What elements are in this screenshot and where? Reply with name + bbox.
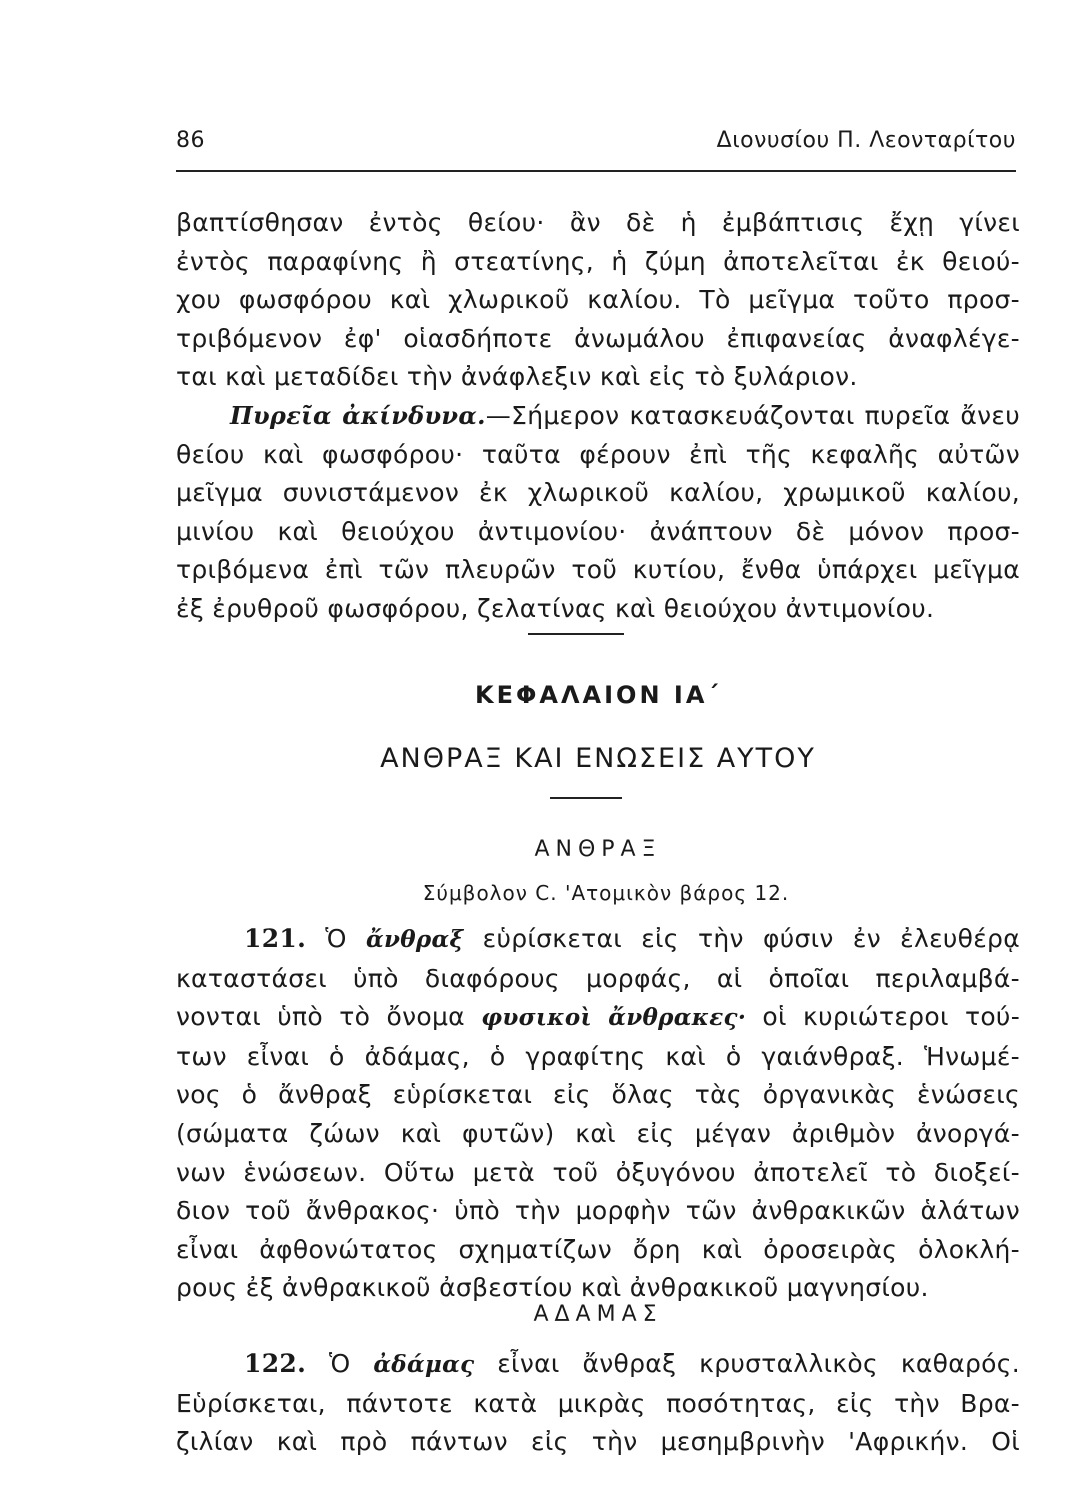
header-rule	[176, 170, 1016, 172]
text-run: οἱ κυριώτεροι τού-	[746, 1002, 1021, 1032]
text-line: εἶναι ἀφθονώτατος σχηματίζων ὄρη καὶ ὀροσειρὰς ὁλοκλή-	[176, 1234, 1020, 1264]
text-line: μινίου καὶ θειούχου ἀντιμονίου· ἀνάπτουν δὲ μόνον προσ-	[176, 516, 1020, 546]
term: ἀδάμας	[373, 1351, 475, 1378]
text-run: Ὁ	[306, 1349, 374, 1378]
text-line: τριβόμενα ἐπὶ τῶν πλευρῶν τοῦ κυτίου, ἔνθα ὑπάρχει μεῖγμα	[176, 555, 1020, 585]
text-run: —Σήμερον κατασκευάζονται πυρεῖα ἄνευ	[485, 401, 1020, 430]
text-line: χου φωσφόρου καὶ χλωρικοῦ καλίου. Τὸ μεῖγμα τοῦτο προσ-	[176, 285, 1020, 315]
chapter-heading: ΚΕΦΑΛΑΙΟΝ ΙΑ΄	[475, 681, 721, 709]
paragraph-label: Πυρεῖα ἀκίνδυνα.	[230, 401, 486, 430]
paragraph-number: 122.	[244, 1349, 307, 1378]
page-number: 86	[176, 128, 205, 153]
term: ἄνθραξ	[366, 926, 464, 953]
text-line: βαπτίσθησαν ἐντὸς θείου· ἂν δὲ ἡ ἐμβάπτισις ἔχῃ γίνει	[176, 208, 1020, 237]
text-line	[176, 1345, 1020, 1385]
text-line	[176, 397, 1020, 436]
text-run: νονται ὑπὸ τὸ ὄνομα	[176, 1002, 482, 1032]
text-line: θείου καὶ φωσφόρου· ταῦτα φέρουν ἐπὶ τῆς κεφαλῆς αὐτῶν	[176, 439, 1020, 469]
text-line: νος ὁ ἄνθραξ εὑρίσκεται εἰς ὅλας τὰς ὀργανικὰς ἑνώσεις	[176, 1080, 1020, 1110]
text-line	[176, 998, 1020, 1038]
text-line: διον τοῦ ἄνθρακος· ὑπὸ τὴν μορφὴν τῶν ἀνθρακικῶν ἁλάτων	[176, 1196, 1020, 1226]
paragraph-number: 121.	[244, 924, 307, 953]
text-line: τριβόμενον ἐφ' οἱασδήποτε ἀνωμάλου ἐπιφανείας ἀναφλέγε-	[176, 323, 1020, 353]
running-header	[176, 128, 1016, 164]
text-line: νων ἑνώσεων. Οὕτω μετὰ τοῦ ὀξυγόνου ἀποτελεῖ τὸ διοξεί-	[176, 1157, 1020, 1187]
text-line: καταστάσει ὑπὸ διαφόρους μορφάς, αἱ ὁποῖαι περιλαμβά-	[176, 963, 1020, 993]
text-line	[176, 920, 1020, 960]
paragraph-122	[176, 1345, 1020, 1462]
text-run: εὑρίσκεται εἰς τὴν φύσιν ἐν ἐλευθέρᾳ	[463, 924, 1021, 953]
text-line: μεῖγμα συνιστάμενον ἐκ χλωρικοῦ καλίου, χρωμικοῦ καλίου,	[176, 478, 1020, 508]
text-line: ἐντὸς παραφίνης ἢ στεατίνης, ἡ ζύμη ἀποτελεῖται ἐκ θειού-	[176, 246, 1020, 276]
symbol-line: Σύμβολον C. 'Ατομικὸν βάρος 12.	[422, 881, 790, 905]
text-line: Εὑρίσκεται, πάντοτε κατὰ μικρὰς ποσότητας, εἰς τὴν Βρα-	[176, 1388, 1020, 1418]
text-line: ζιλίαν καὶ πρὸ πάντων εἰς τὴν μεσημβρινὴν 'Αφρικήν. Οἱ	[176, 1427, 1020, 1457]
text-line: των εἶναι ὁ ἀδάμας, ὁ γραφίτης καὶ ὁ γαιάνθραξ. Ἡνωμέ-	[176, 1041, 1020, 1071]
section-title: ΑΔΑΜΑΣ	[533, 1302, 663, 1327]
text-line: (σώματα ζώων καὶ φυτῶν) καὶ εἰς μέγαν ἀριθμὸν ἀνοργά-	[176, 1118, 1020, 1148]
chapter-title: ΑΝΘΡΑΞ ΚΑΙ ΕΝΩΣΕΙΣ ΑΥΤΟΥ	[380, 743, 816, 774]
text-run: εἶναι ἄνθραξ κρυσταλλικὸς καθαρός.	[474, 1349, 1020, 1378]
separator-rule	[550, 797, 622, 799]
section-title: ΑΝΘΡΑΞ	[534, 837, 662, 862]
text-run: Ὁ	[306, 924, 367, 953]
text-line: ρους ἐξ ἀνθρακικοῦ ἀσβεστίου καὶ ἀνθρακικοῦ μαγνησίου.	[176, 1273, 929, 1303]
text-line: ται καὶ μεταδίδει τὴν ἀνάφλεξιν καὶ εἰς τὸ ξυλάριον.	[176, 362, 858, 392]
paragraph-121	[176, 920, 1020, 1308]
running-author: Διονυσίου Π. Λεονταρίτου	[716, 128, 1016, 153]
text-line: ἐξ ἐρυθροῦ φωσφόρου, ζελατίνας καὶ θειούχου ἀντιμονίου.	[176, 593, 935, 623]
paragraph-continued	[176, 204, 1020, 397]
separator-rule	[528, 633, 624, 635]
paragraph-safety-matches	[176, 397, 1020, 629]
term: φυσικοὶ ἄνθρακες·	[481, 1004, 747, 1032]
